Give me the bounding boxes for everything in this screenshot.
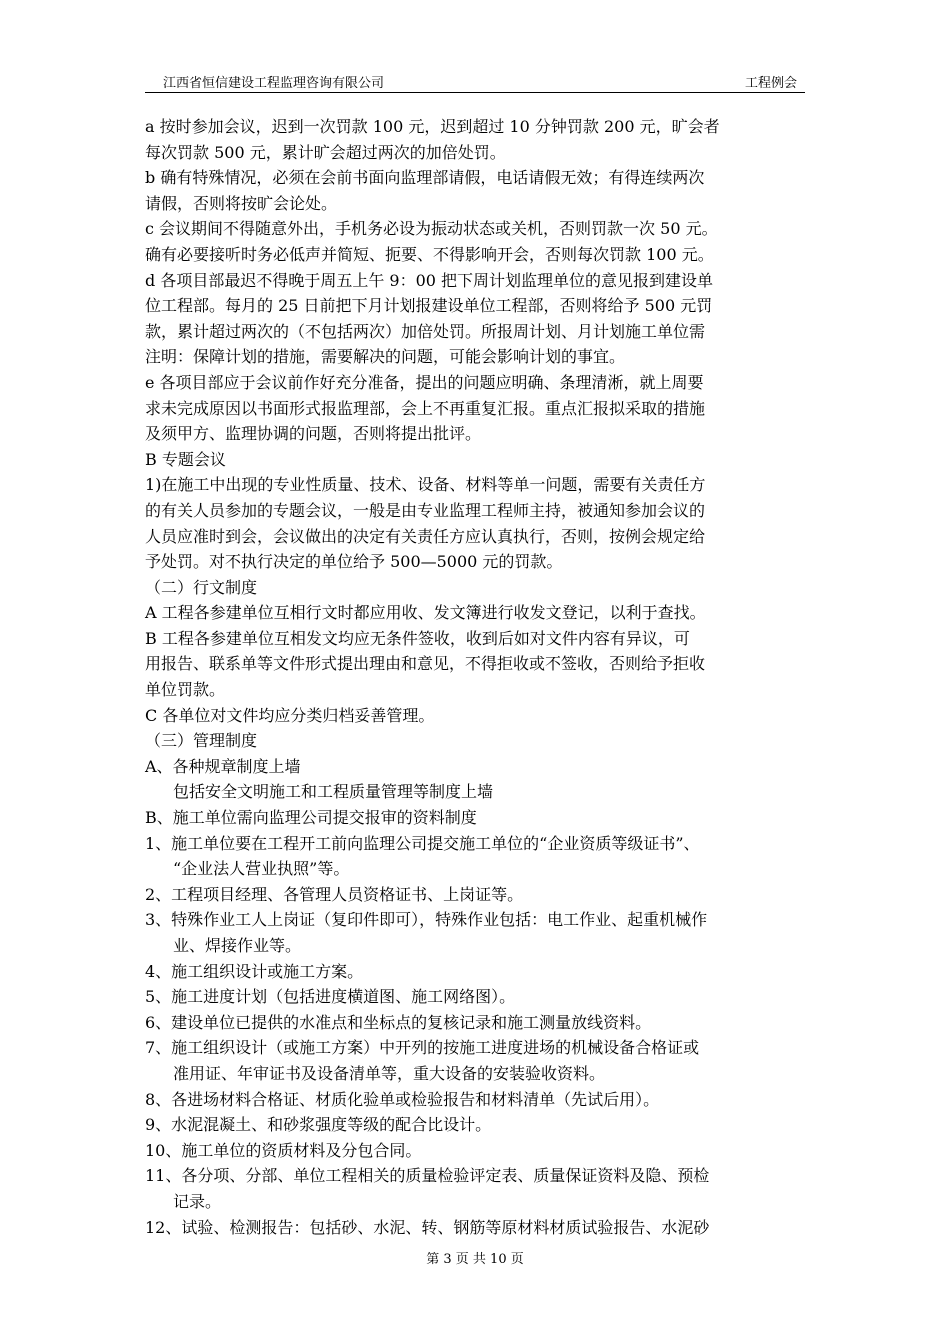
text-line: 5、施工进度计划（包括进度横道图、施工网络图）。 bbox=[145, 987, 516, 1007]
text-line: 款，累计超过两次的（不包括两次）加倍处罚。所报周计划、月计划施工单位需 bbox=[145, 321, 706, 341]
text-line: 1、施工单位要在工程开工前向监理公司提交施工单位的“企业资质等级证书”、 bbox=[145, 833, 700, 853]
text-line: 确有必要接听时务必低声并简短、扼要、不得影响开会，否则每次罚款 100 元。 bbox=[145, 244, 714, 264]
page-header bbox=[145, 68, 805, 93]
text-line: e 各项目部应于会议前作好充分准备，提出的问题应明确、条理清淅，就上周要 bbox=[145, 372, 704, 392]
text-line: B 专题会议 bbox=[145, 449, 226, 469]
page-footer bbox=[0, 1248, 950, 1267]
text-line: 12、试验、检测报告：包括砂、水泥、转、钢筋等原材料材质试验报告、水泥砂 bbox=[145, 1217, 710, 1237]
text-line: 位工程部。每月的 25 日前把下月计划报建设单位工程部，否则将给予 500 元罚 bbox=[145, 296, 713, 316]
text-line: “企业法人营业执照”等。 bbox=[173, 859, 350, 879]
text-line: c 会议期间不得随意外出，手机务必设为振动状态或关机，否则罚款一次 50 元。 bbox=[145, 219, 718, 239]
text-line: 10、施工单位的资质材料及分包合同。 bbox=[145, 1140, 422, 1160]
text-line: 人员应准时到会，会议做出的决定有关责任方应认真执行，否则，按例会规定给 bbox=[145, 526, 706, 546]
text-line: b 确有特殊情况，必须在会前书面向监理部请假，电话请假无效；有得连续两次 bbox=[145, 168, 705, 188]
text-line: 求未完成原因以书面形式报监理部，会上不再重复汇报。重点汇报拟采取的措施 bbox=[145, 398, 706, 418]
text-line: 每次罚款 500 元，累计旷会超过两次的加倍处罚。 bbox=[145, 142, 506, 162]
text-line: A 工程各参建单位互相行文时都应用收、发文簿进行收发文登记，以利于查找。 bbox=[145, 603, 706, 623]
text-line: 用报告、联系单等文件形式提出理由和意见，不得拒收或不签收，否则给予拒收 bbox=[145, 654, 706, 674]
text-line: 及须甲方、监理协调的问题，否则将提出批评。 bbox=[145, 424, 482, 444]
document-title: 工程例会 bbox=[744, 76, 797, 91]
text-line: 9、水泥混凝土、和砂浆强度等级的配合比设计。 bbox=[145, 1115, 492, 1135]
text-line: B 工程各参建单位互相发文均应无条件签收，收到后如对文件内容有异议，可 bbox=[145, 628, 690, 648]
text-line: 6、建设单位已提供的水准点和坐标点的复核记录和施工测量放线资料。 bbox=[145, 1012, 652, 1032]
text-line: 4、施工组织设计或施工方案。 bbox=[145, 961, 364, 981]
text-line: 注明：保障计划的措施，需要解决的问题，可能会影响计划的事宜。 bbox=[145, 347, 626, 367]
text-line: （二）行文制度 bbox=[145, 577, 258, 597]
company-name: 江西省恒信建设工程监理咨询有限公司 bbox=[163, 76, 385, 91]
document-body bbox=[145, 114, 810, 1240]
text-line: （三）管理制度 bbox=[145, 731, 258, 751]
text-line: a 按时参加会议，迟到一次罚款 100 元，迟到超过 10 分钟罚款 200 元，旷会者 bbox=[145, 117, 720, 136]
text-line: 予处罚。对不执行决定的单位给予 500—5000 元的罚款。 bbox=[145, 552, 563, 572]
text-line: 准用证、年审证书及设备清单等，重大设备的安装验收资料。 bbox=[173, 1063, 606, 1083]
text-line: 单位罚款。 bbox=[145, 680, 226, 700]
text-line: A、各种规章制度上墙 bbox=[145, 756, 301, 776]
text-line: 记录。 bbox=[173, 1191, 222, 1211]
text-line: C 各单位对文件均应分类归档妥善管理。 bbox=[145, 705, 435, 725]
page-number: 第 3 页 共 10 页 bbox=[426, 1252, 524, 1267]
text-line: 8、各进场材料合格证、材质化验单或检验报告和材料清单（先试后用）。 bbox=[145, 1089, 660, 1109]
text-line: 7、施工组织设计（或施工方案）中开列的按施工进度进场的机械设备合格证或 bbox=[145, 1038, 700, 1058]
text-line: 2、工程项目经理、各管理人员资格证书、上岗证等。 bbox=[145, 884, 524, 904]
text-line: 请假，否则将按旷会论处。 bbox=[145, 193, 338, 213]
text-line: d 各项目部最迟不得晚于周五上午 9：00 把下周计划监理单位的意见报到建设单 bbox=[145, 270, 714, 290]
text-line: 11、各分项、分部、单位工程相关的质量检验评定表、质量保证资料及隐、预检 bbox=[145, 1166, 710, 1186]
text-line: 1)在施工中出现的专业性质量、技术、设备、材料等单一问题，需要有关责任方 bbox=[145, 475, 706, 495]
text-line: B、施工单位需向监理公司提交报审的资料制度 bbox=[145, 808, 477, 828]
text-line: 的有关人员参加的专题会议，一般是由专业监理工程师主持，被通知参加会议的 bbox=[145, 500, 706, 520]
text-line: 业、焊接作业等。 bbox=[173, 936, 302, 955]
text-line: 包括安全文明施工和工程质量管理等制度上墙 bbox=[173, 782, 494, 802]
text-line: 3、特殊作业工人上岗证（复印件即可），特殊作业包括：电工作业、起重机械作 bbox=[145, 910, 708, 930]
